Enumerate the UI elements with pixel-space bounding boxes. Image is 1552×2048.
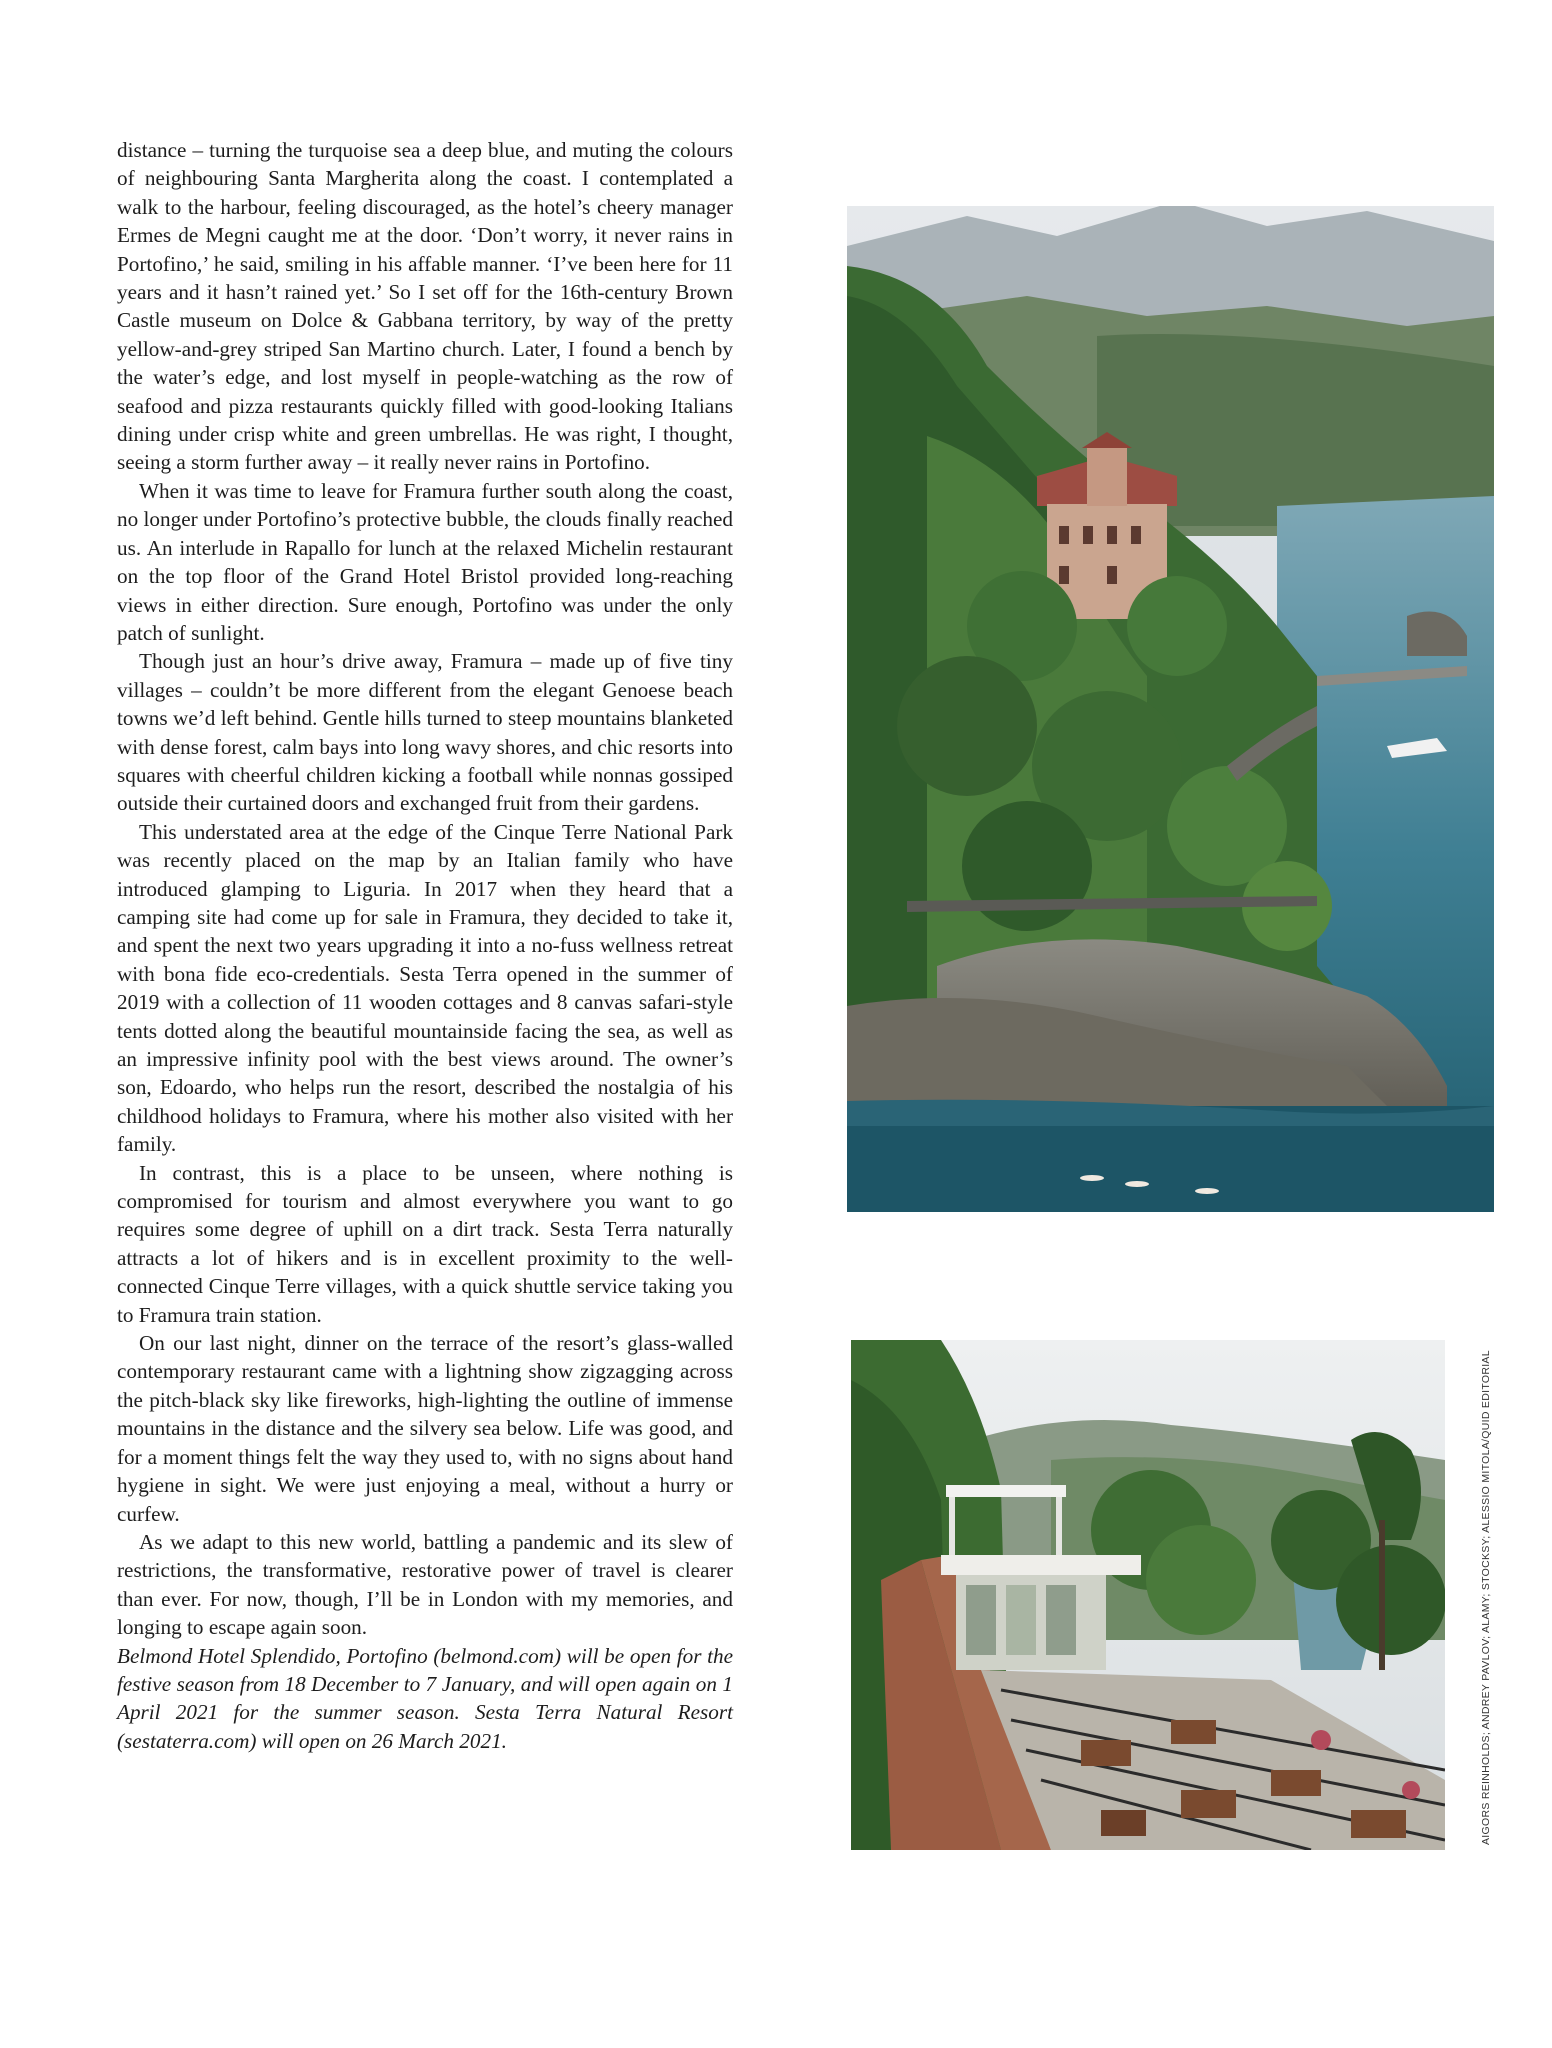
- article-paragraph: As we adapt to this new world, battling a pandemic and its slew of restrictions, the transformative, restorative power of travel is clearer than ever. For now, though, I’ll be in London with my memories, and longing to escape again soon.: [117, 1529, 733, 1640]
- article-paragraph: Though just an hour’s drive away, Framura – made up of five tiny villages – couldn’t be more different from the elegant Genoese beach towns we’d left behind. Gentle hills turned to steep mountains blanketed with dense forest, calm bays into long wavy shores, and chic resorts into squares with cheerful children kicking a football while nonnas gossiped outside their curtained doors and exchanged fruit from their gardens.: [117, 649, 733, 816]
- article-paragraph: When it was time to leave for Framura further south along the coast, no longer under Portofino’s protective bubble, the clouds finally reached us. An interlude in Rapallo for lunch at the relaxed Michelin restaurant on the top floor of the Grand Hotel Bristol provided long-reaching views in either direction. Sure enough, Portofino was under the only patch of sunlight.: [117, 478, 733, 645]
- photo-credit: AIGORS REINHOLDS; ANDREY PAVLOV; ALAMY; STOCKSY; ALESSIO MITOLA/QUID EDITORIAL: [1480, 1350, 1492, 1845]
- sesta-terra-terrace-photo: [851, 1340, 1445, 1850]
- portofino-coast-photo: [847, 206, 1494, 1212]
- article-paragraph: In contrast, this is a place to be unseen, where nothing is compromised for tourism and almost everywhere you want to go requires some degree of uphill on a dirt track. Sesta Terra naturally attracts a lot of hikers and is in excellent proximity to the well-connected Cinque Terre villages, with a quick shuttle service taking you to Framura train station.: [117, 1160, 733, 1327]
- article-paragraph: On our last night, dinner on the terrace of the resort’s glass-walled contemporary restaurant came with a lightning show zigzagging across the pitch-black sky like fireworks, high-lighting the outline of immense mountains in the distance and the silvery sea below. Life was good, and for a moment things felt the way they used to, with no signs about hand hygiene in sight. We were just enjoying a meal, without a hurry or curfew.: [117, 1331, 733, 1526]
- article-paragraph: This understated area at the edge of the Cinque Terre National Park was recently placed on the map by an Italian family who have introduced glamping to Liguria. In 2017 when they heard that a camping site had come up for sale in Framura, they decided to take it, and spent the next two years upgrading it into a no-fuss wellness retreat with bona fide eco-credentials. Sesta Terra opened in the summer of 2019 with a collection of 11 wooden cottages and 8 canvas safari-style tents dotted along the beautiful mountainside facing the sea, as well as an impressive infinity pool with the best views around. The owner’s son, Edoardo, who helps run the resort, described the nostalgia of his childhood holidays to Framura, where his mother also visited with her family.: [117, 819, 733, 1157]
- article-body: [117, 136, 733, 1755]
- article-paragraph: distance – turning the turquoise sea a deep blue, and muting the colours of neighbouring Santa Margherita along the coast. I contemplated a walk to the harbour, feeling discouraged, as the hotel’s cheery manager Ermes de Megni caught me at the door. ‘Don’t worry, it never rains in Portofino,’ he said, smiling in his affable manner. ‘I’ve been here for 11 years and it hasn’t rained yet.’ So I set off for the 16th-century Brown Castle museum on Dolce & Gabbana territory, by way of the pretty yellow-and-grey striped San Martino church. Later, I found a bench by the water’s edge, and lost myself in people-watching as the row of seafood and pizza restaurants quickly filled with good-looking Italians dining under crisp white and green umbrellas. He was right, I thought, seeing a storm further away – it really never rains in Portofino.: [117, 138, 733, 475]
- info-note: Belmond Hotel Splendido, Portofino (belmond.com) will be open for the festive season from 18 December to 7 January, and will open again on 1 April 2021 for the summer season. Sesta Terra Natural Resort (sestaterra.com) will open on 26 March 2021.: [117, 1643, 733, 1753]
